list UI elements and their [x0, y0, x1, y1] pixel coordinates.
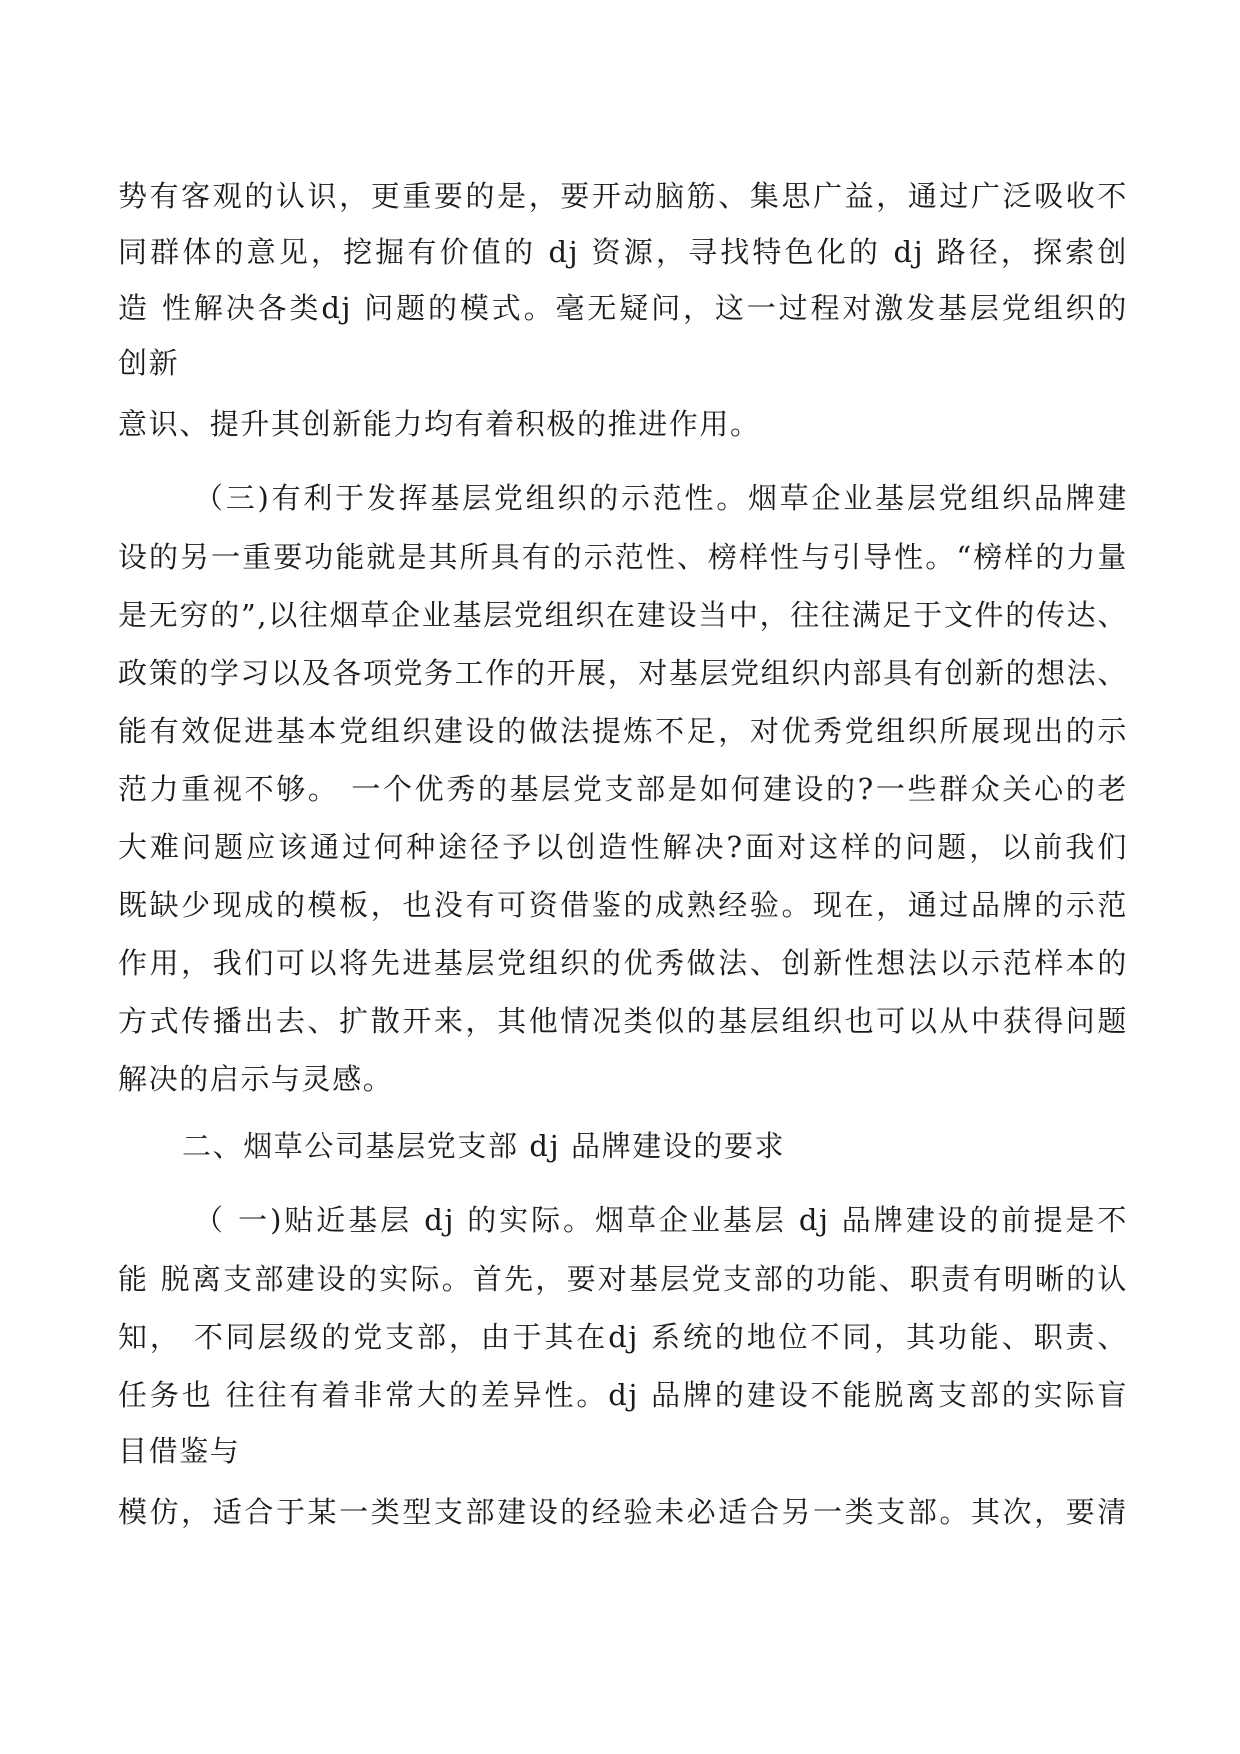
body-line: 任务也 往往有着非常大的差异性。dj 品牌的建设不能脱离支部的实际盲: [118, 1378, 1128, 1412]
body-line: 造 性解决各类dj 问题的模式。毫无疑问，这一过程对激发基层党组织的: [118, 291, 1128, 325]
body-line: 势有客观的认识，更重要的是，要开动脑筋、集思广益，通过广泛吸收不: [118, 179, 1128, 213]
body-line: 创新: [118, 346, 180, 380]
body-line: 政策的学习以及各项党务工作的开展，对基层党组织内部具有创新的想法、: [118, 656, 1128, 690]
body-line: 模仿，适合于某一类型支部建设的经验未必适合另一类支部。其次，要清: [118, 1495, 1128, 1529]
body-line: 同群体的意见，挖掘有价值的 dj 资源，寻找特色化的 dj 路径，探索创: [118, 235, 1128, 269]
body-line: 解决的启示与灵感。: [118, 1062, 394, 1096]
body-line: 既缺少现成的模板，也没有可资借鉴的成熟经验。现在，通过品牌的示范: [118, 888, 1128, 922]
body-line: 目借鉴与: [118, 1434, 241, 1468]
subsection-heading-one: （ 一)贴近基层 dj 的实际。烟草企业基层 dj 品牌建设的前提是不: [194, 1203, 1128, 1237]
body-line: 是无穷的”,以往烟草企业基层党组织在建设当中，往往满足于文件的传达、: [118, 598, 1128, 632]
body-line: 作用，我们可以将先进基层党组织的优秀做法、创新性想法以示范样本的: [118, 946, 1128, 980]
body-line: 意识、提升其创新能力均有着积极的推进作用。: [118, 407, 761, 441]
section-heading-three: （三)有利于发挥基层党组织的示范性。烟草企业基层党组织品牌建: [194, 481, 1128, 515]
body-line: 大难问题应该通过何种途径予以创造性解决?面对这样的问题，以前我们: [118, 830, 1128, 864]
body-line: 能 脱离支部建设的实际。首先，要对基层党支部的功能、职责有明晰的认: [118, 1262, 1128, 1296]
body-line: 方式传播出去、扩散开来，其他情况类似的基层组织也可以从中获得问题: [118, 1004, 1128, 1038]
body-line: 知， 不同层级的党支部，由于其在dj 系统的地位不同，其功能、职责、: [118, 1320, 1128, 1354]
body-line: 范力重视不够。 一个优秀的基层党支部是如何建设的?一些群众关心的老: [118, 772, 1128, 806]
body-line: 设的另一重要功能就是其所具有的示范性、榜样性与引导性。“榜样的力量: [118, 540, 1128, 574]
section-heading-two: 二、烟草公司基层党支部 dj 品牌建设的要求: [182, 1129, 786, 1163]
body-line: 能有效促进基本党组织建设的做法提炼不足，对优秀党组织所展现出的示: [118, 714, 1128, 748]
